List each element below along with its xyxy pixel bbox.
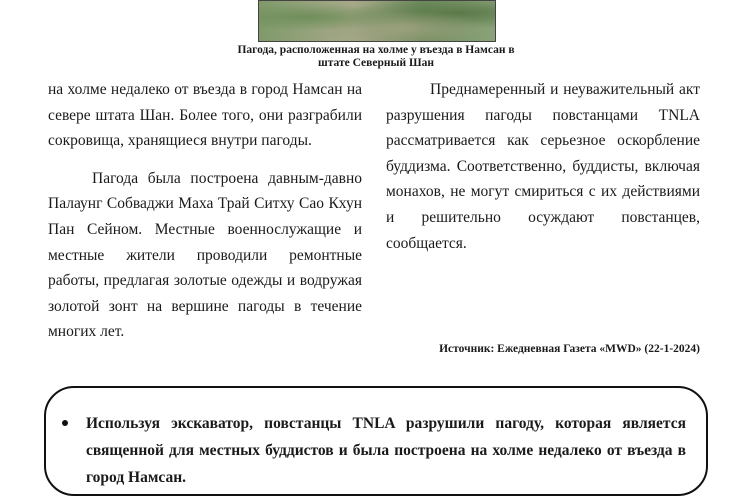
photo-caption — [200, 44, 552, 70]
caption-line-2: штате Северный Шан — [318, 57, 434, 69]
summary-bullet-item — [86, 410, 686, 491]
right-column — [386, 77, 700, 256]
caption-line-1: Пагода, расположенная на холме у въезда в Намсан в — [237, 44, 515, 56]
right-paragraph-1: Преднамеренный и неуважительный акт разрушения пагоды повстанцами TNLA рассматривается как серьезное оскорбление буддизма. Соответственно, буддисты, включая монахов, не могут смириться с их действиями и решительно осуждают повстанцев, сообщается. — [386, 81, 700, 252]
summary-bullet-text: Используя экскаватор, повстанцы TNLA разрушили пагоду, которая является священной для местных буддистов и была построена на холме недалеко от въезда в город Намсан. — [86, 415, 686, 486]
left-paragraph-1: на холме недалеко от въезда в город Намсан на севере штата Шан. Более того, они разграбили сокровища, хранящиеся внутри пагоды. — [48, 81, 362, 150]
summary-box — [44, 386, 708, 496]
source-citation: Источник: Ежедневная Газета «MWD» (22-1-2024) — [439, 343, 700, 355]
left-paragraph-2: Пагода была построена давным-давно Палаунг Собваджи Маха Трай Ситху Сао Кхун Пан Сейном. Местные военнослужащие и местные жители проводили ремонтные работы, предлагая золотые одежды и водружая золотой зонт на вершине пагоды в течение многих лет. — [48, 169, 362, 341]
pagoda-hill-photo — [258, 0, 496, 42]
bullet-icon — [62, 420, 68, 426]
left-column — [48, 77, 362, 345]
